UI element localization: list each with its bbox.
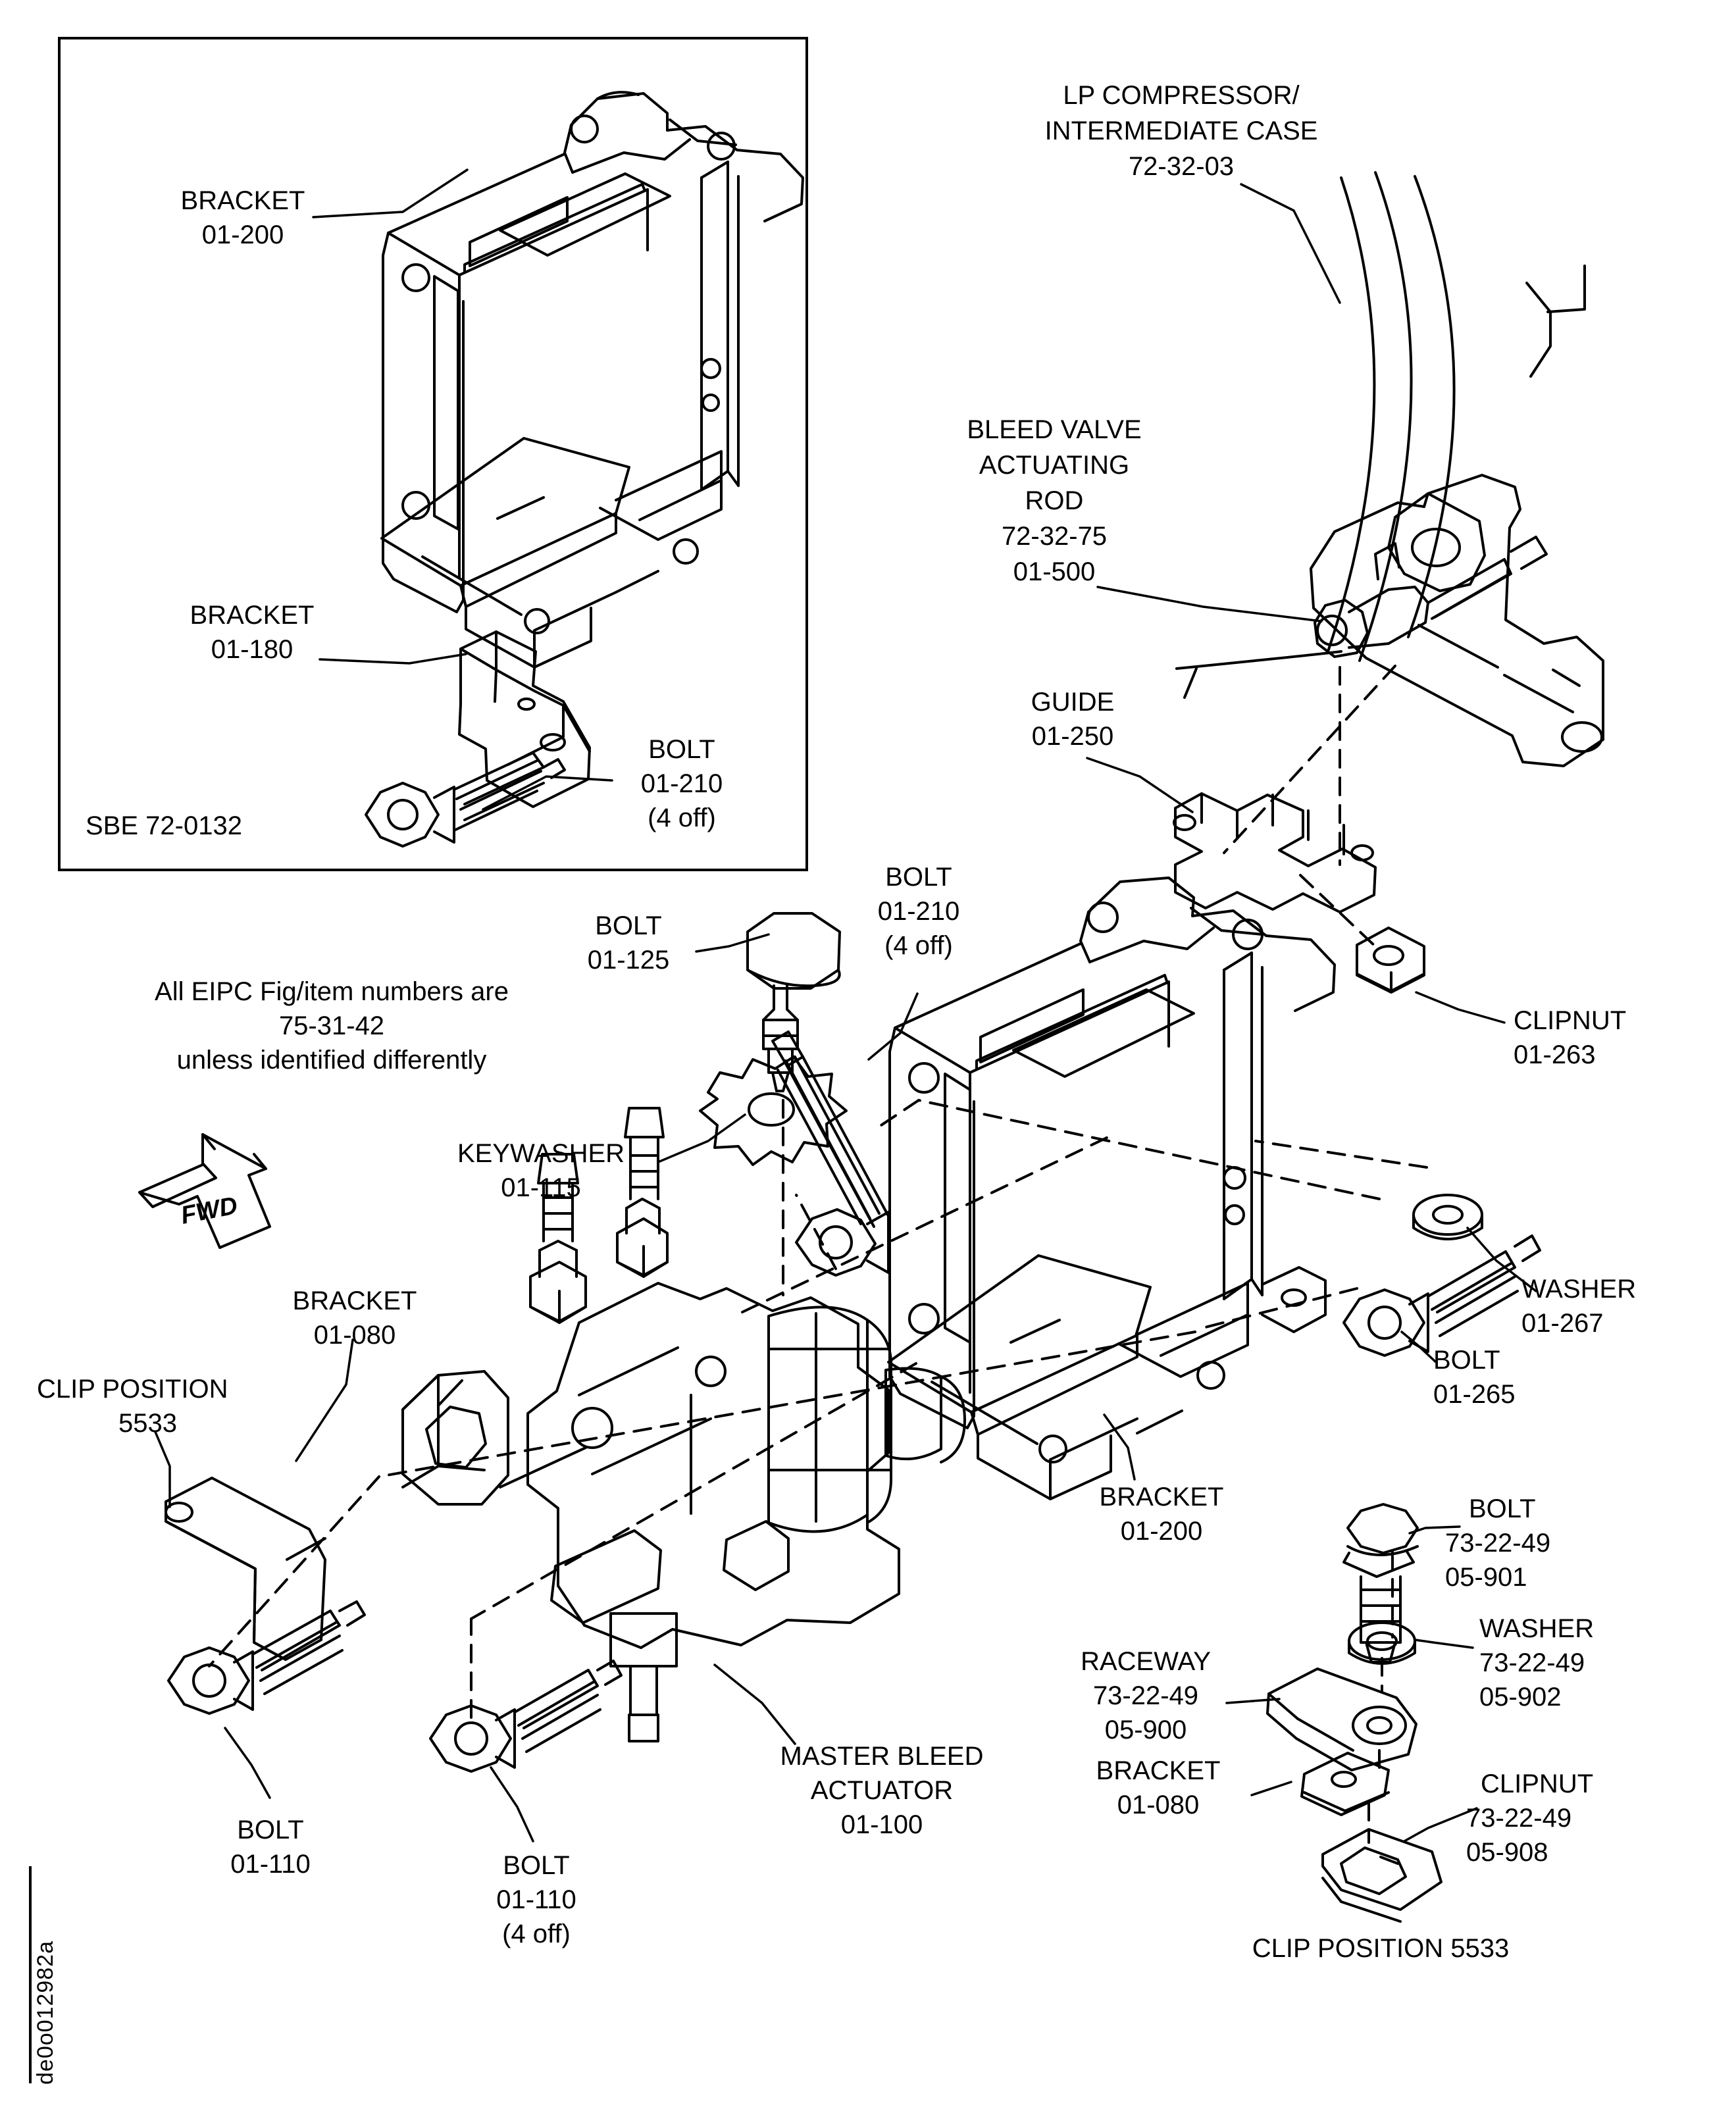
- label-clip-position-name: CLIP POSITION: [37, 1375, 228, 1404]
- label-eipc-note-line3: unless identified differently: [176, 1046, 487, 1075]
- label-bracket-080-name: BRACKET: [292, 1286, 417, 1315]
- label-clip-position-item: 5533: [118, 1409, 177, 1438]
- label-keywasher-name: KEYWASHER: [457, 1139, 625, 1168]
- label-lp-case-line2: INTERMEDIATE CASE: [1044, 116, 1318, 145]
- label-mba-line2: ACTUATOR: [810, 1776, 954, 1805]
- label-inset-bolt-01-210-name: BOLT: [648, 735, 715, 764]
- bolt-01-265: [1344, 1236, 1540, 1356]
- label-bolt-125-item: 01-125: [587, 946, 670, 975]
- label-clipnut-263-name: CLIPNUT: [1514, 1006, 1627, 1035]
- bolt-01-110-4off: [430, 1661, 621, 1771]
- label-bracket-080b-item: 01-080: [1117, 1791, 1200, 1819]
- label-eipc-note-line2: 75-31-42: [278, 1011, 385, 1040]
- label-bracket-080b-name: BRACKET: [1096, 1756, 1221, 1785]
- label-guide-item: 01-250: [1031, 722, 1114, 751]
- label-bolt-901-item2: 05-901: [1445, 1563, 1527, 1592]
- bolt-01-110-left: [168, 1602, 365, 1714]
- label-inset-bracket-01-180-name: BRACKET: [190, 601, 315, 630]
- label-keywasher-item: 01-115: [501, 1173, 581, 1202]
- label-bolt-210b-name: BOLT: [885, 863, 952, 892]
- bleed-valve-actuating-rod: [1315, 537, 1546, 657]
- label-washer-902-name: WASHER: [1479, 1614, 1595, 1643]
- label-lp-case-item: 72-32-03: [1128, 152, 1235, 181]
- main-bracket-01-200: [888, 878, 1335, 1499]
- label-bolt-901-name: BOLT: [1469, 1494, 1536, 1523]
- label-raceway-item1: 73-22-49: [1092, 1681, 1199, 1710]
- label-bolt-110a-name: BOLT: [237, 1816, 304, 1844]
- figure-code: de0o012982a: [33, 1940, 58, 2085]
- label-inset-bracket-01-180-item: 01-180: [211, 635, 294, 664]
- label-sbe-note: SBE 72-0132: [86, 811, 242, 840]
- label-bolt-210b-item: 01-210: [877, 897, 960, 926]
- label-washer-902-item2: 05-902: [1479, 1683, 1562, 1712]
- case-mounting-flange: [1311, 475, 1603, 766]
- label-fwd-arrow: FWD: [178, 1192, 240, 1230]
- label-bolt-210b-qty: (4 off): [884, 931, 953, 960]
- clip-bracket-5533-left: [166, 1478, 325, 1660]
- label-bolt-265-name: BOLT: [1433, 1346, 1500, 1375]
- label-bvar-line1: BLEED VALVE: [967, 415, 1142, 444]
- label-washer-267-item: 01-267: [1521, 1309, 1604, 1338]
- label-bracket-080-item: 01-080: [313, 1321, 396, 1350]
- label-mba-line1: MASTER BLEED: [780, 1742, 984, 1771]
- label-inset-bracket-01-200-item: 01-200: [201, 220, 284, 249]
- label-clip-position-bottom: CLIP POSITION 5533: [1252, 1934, 1510, 1963]
- bolt-05-901: [1344, 1504, 1417, 1662]
- label-clipnut-908-name: CLIPNUT: [1481, 1769, 1594, 1798]
- label-raceway-name: RACEWAY: [1081, 1647, 1211, 1676]
- clipnut-05-908: [1323, 1829, 1441, 1921]
- label-clipnut-908-item2: 05-908: [1466, 1838, 1548, 1867]
- label-inset-bolt-01-210-qty: (4 off): [648, 803, 716, 832]
- label-bolt-265-item: 01-265: [1433, 1380, 1516, 1409]
- lp-compressor-case-outline: [1177, 172, 1585, 698]
- label-bolt-125-name: BOLT: [595, 911, 662, 940]
- label-bolt-110a-item: 01-110: [230, 1850, 311, 1879]
- label-guide-name: GUIDE: [1031, 688, 1115, 717]
- label-inset-bolt-01-210-item: 01-210: [640, 769, 723, 798]
- label-clipnut-908-item1: 73-22-49: [1466, 1804, 1572, 1833]
- label-washer-267-name: WASHER: [1521, 1275, 1637, 1304]
- label-clipnut-263-item: 01-263: [1514, 1040, 1596, 1069]
- guide-01-250-plate: [1174, 794, 1375, 912]
- label-bolt-901-item1: 73-22-49: [1445, 1529, 1551, 1558]
- figure-code-rule: [29, 1866, 32, 2083]
- label-bvar-item2: 01-500: [1013, 557, 1096, 586]
- label-washer-902-item1: 73-22-49: [1479, 1648, 1585, 1677]
- label-bvar-item1: 72-32-75: [1001, 522, 1108, 551]
- label-mba-item: 01-100: [840, 1810, 923, 1839]
- label-lp-case-line1: LP COMPRESSOR/: [1063, 81, 1300, 110]
- label-bracket-200-item: 01-200: [1120, 1517, 1203, 1546]
- label-inset-bracket-01-200-name: BRACKET: [180, 186, 305, 215]
- label-bracket-200-name: BRACKET: [1099, 1483, 1224, 1512]
- label-bolt-110b-item: 01-110: [496, 1885, 576, 1914]
- label-bolt-110b-name: BOLT: [503, 1851, 570, 1880]
- label-bvar-line2: ACTUATING: [979, 451, 1130, 480]
- label-bvar-line3: ROD: [1025, 486, 1084, 515]
- label-bolt-110b-qty: (4 off): [502, 1919, 571, 1948]
- label-eipc-note-line1: All EIPC Fig/item numbers are: [155, 977, 509, 1006]
- label-raceway-item2: 05-900: [1104, 1715, 1187, 1744]
- bolt-01-210-diagonal: [773, 1032, 888, 1275]
